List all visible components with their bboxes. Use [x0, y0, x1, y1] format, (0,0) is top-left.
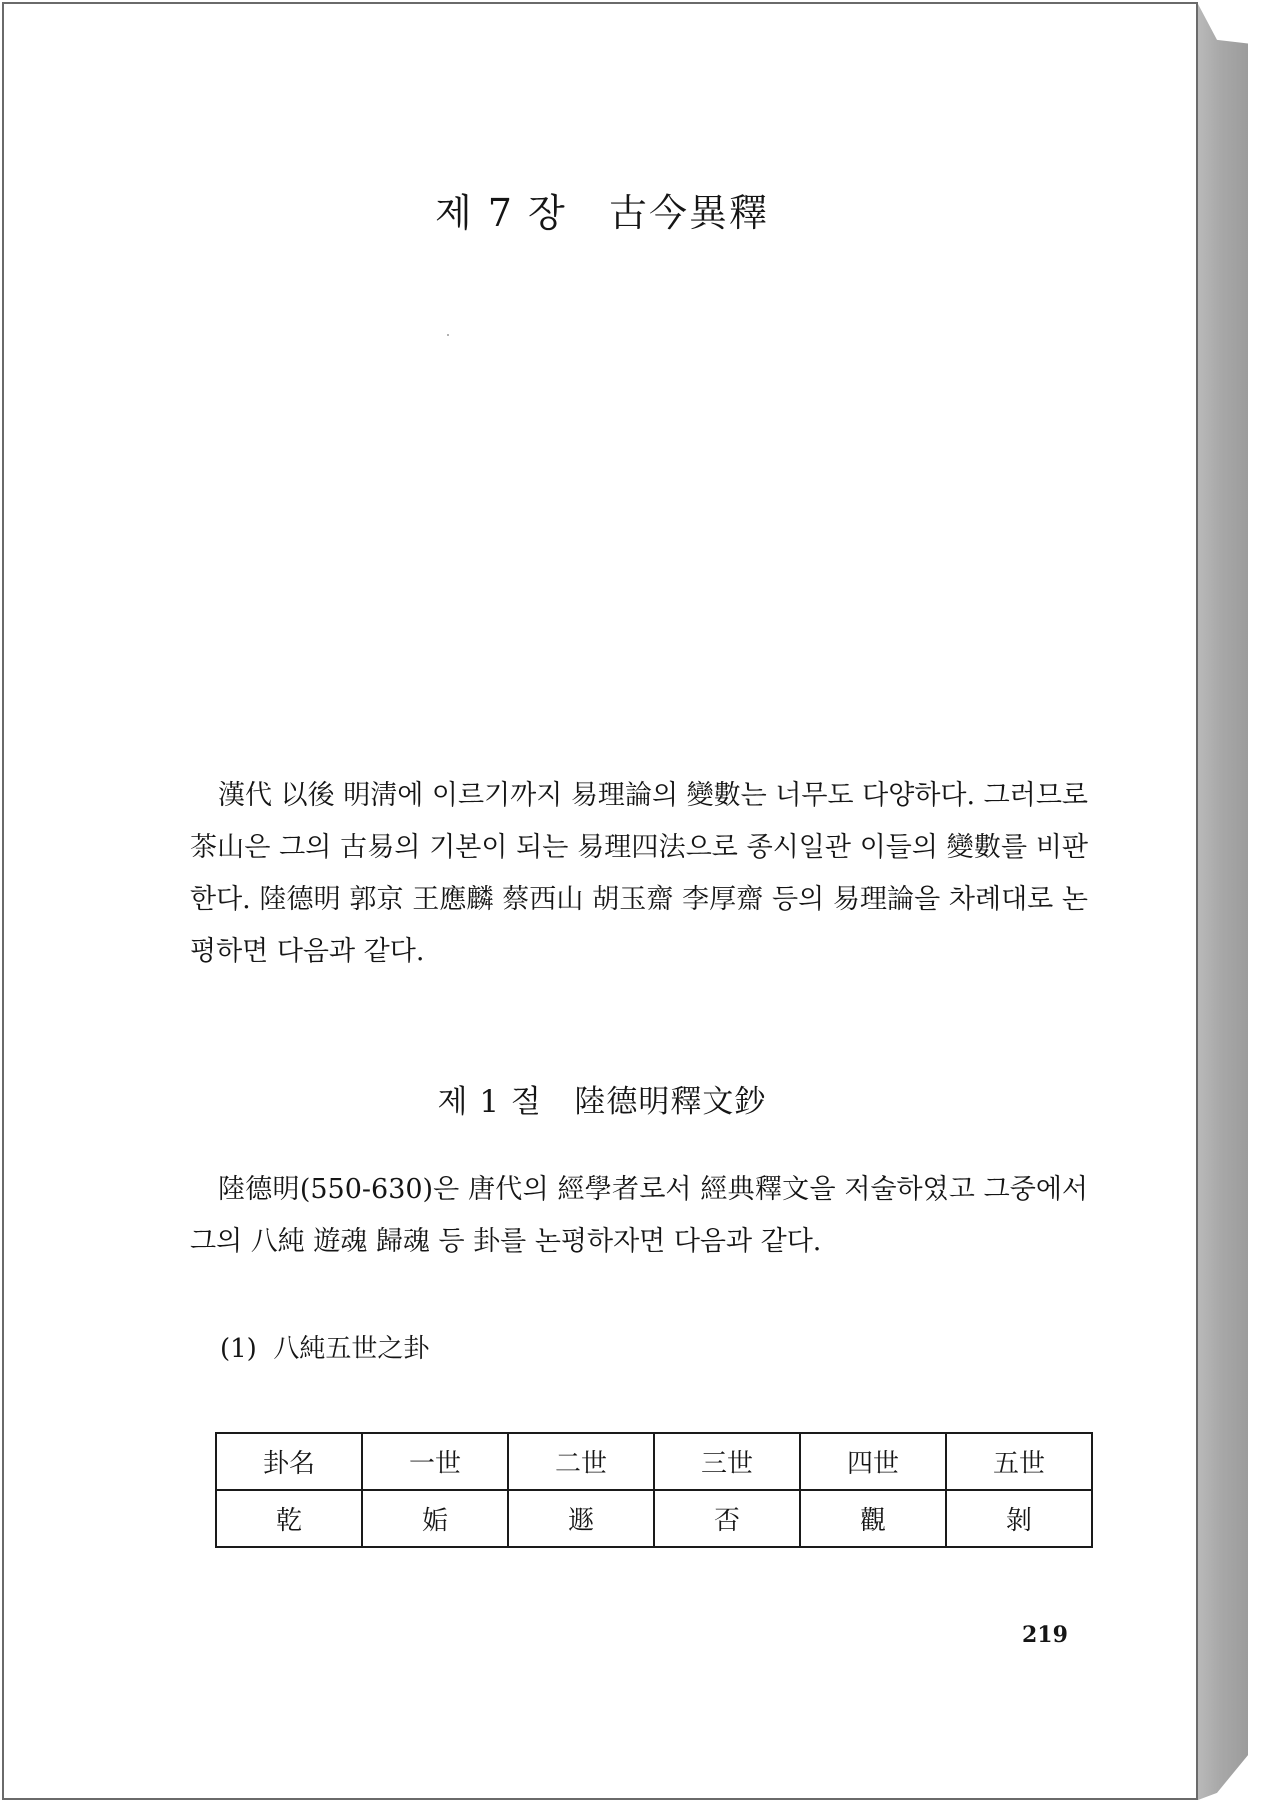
table-cell: 否	[654, 1490, 800, 1547]
table-cell: 乾	[216, 1490, 362, 1547]
subheading: (1) 八純五世之卦	[220, 1334, 430, 1364]
table-header-cell: 五世	[946, 1433, 1092, 1490]
chapter-title: 제 7 장 古今異釋	[435, 191, 769, 235]
table-header-cell: 二世	[508, 1433, 654, 1490]
page-edge	[1198, 4, 1248, 1800]
table-header-cell: 卦名	[216, 1433, 362, 1490]
table-cell: 姤	[362, 1490, 508, 1547]
table-header-cell: 四世	[800, 1433, 946, 1490]
section-title: 제 1 절 陸德明釋文鈔	[437, 1084, 767, 1120]
hexagram-table	[215, 1432, 1093, 1548]
table-header-cell: 三世	[654, 1433, 800, 1490]
page-number: 219	[1022, 1622, 1068, 1648]
section-paragraph: 陸德明(550-630)은 唐代의 經學者로서 經典釋文을 저술하였고 그중에서 그의 八純 遊魂 歸魂 등 卦를 논평하자면 다음과 같다.	[190, 1174, 1088, 1257]
intro-paragraph: 漢代 以後 明淸에 이르기까지 易理論의 變數는 너무도 다양하다. 그러므로 茶山은 그의 古易의 기본이 되는 易理四法으로 종시일관 이들의 變數를 비판한다. 陸德明 郭京 王應麟 蔡西山 胡玉齋 李厚齋 등의 易理論을 차례대로 논평하면 다음과 같다.	[190, 780, 1088, 967]
table-header-cell: 一世	[362, 1433, 508, 1490]
table-cell: 觀	[800, 1490, 946, 1547]
table-cell: 剝	[946, 1490, 1092, 1547]
book-page	[2, 2, 1198, 1800]
table-cell: 遯	[508, 1490, 654, 1547]
table-header-row	[216, 1433, 1092, 1490]
table-row	[216, 1490, 1092, 1547]
speck-mark	[447, 334, 449, 336]
